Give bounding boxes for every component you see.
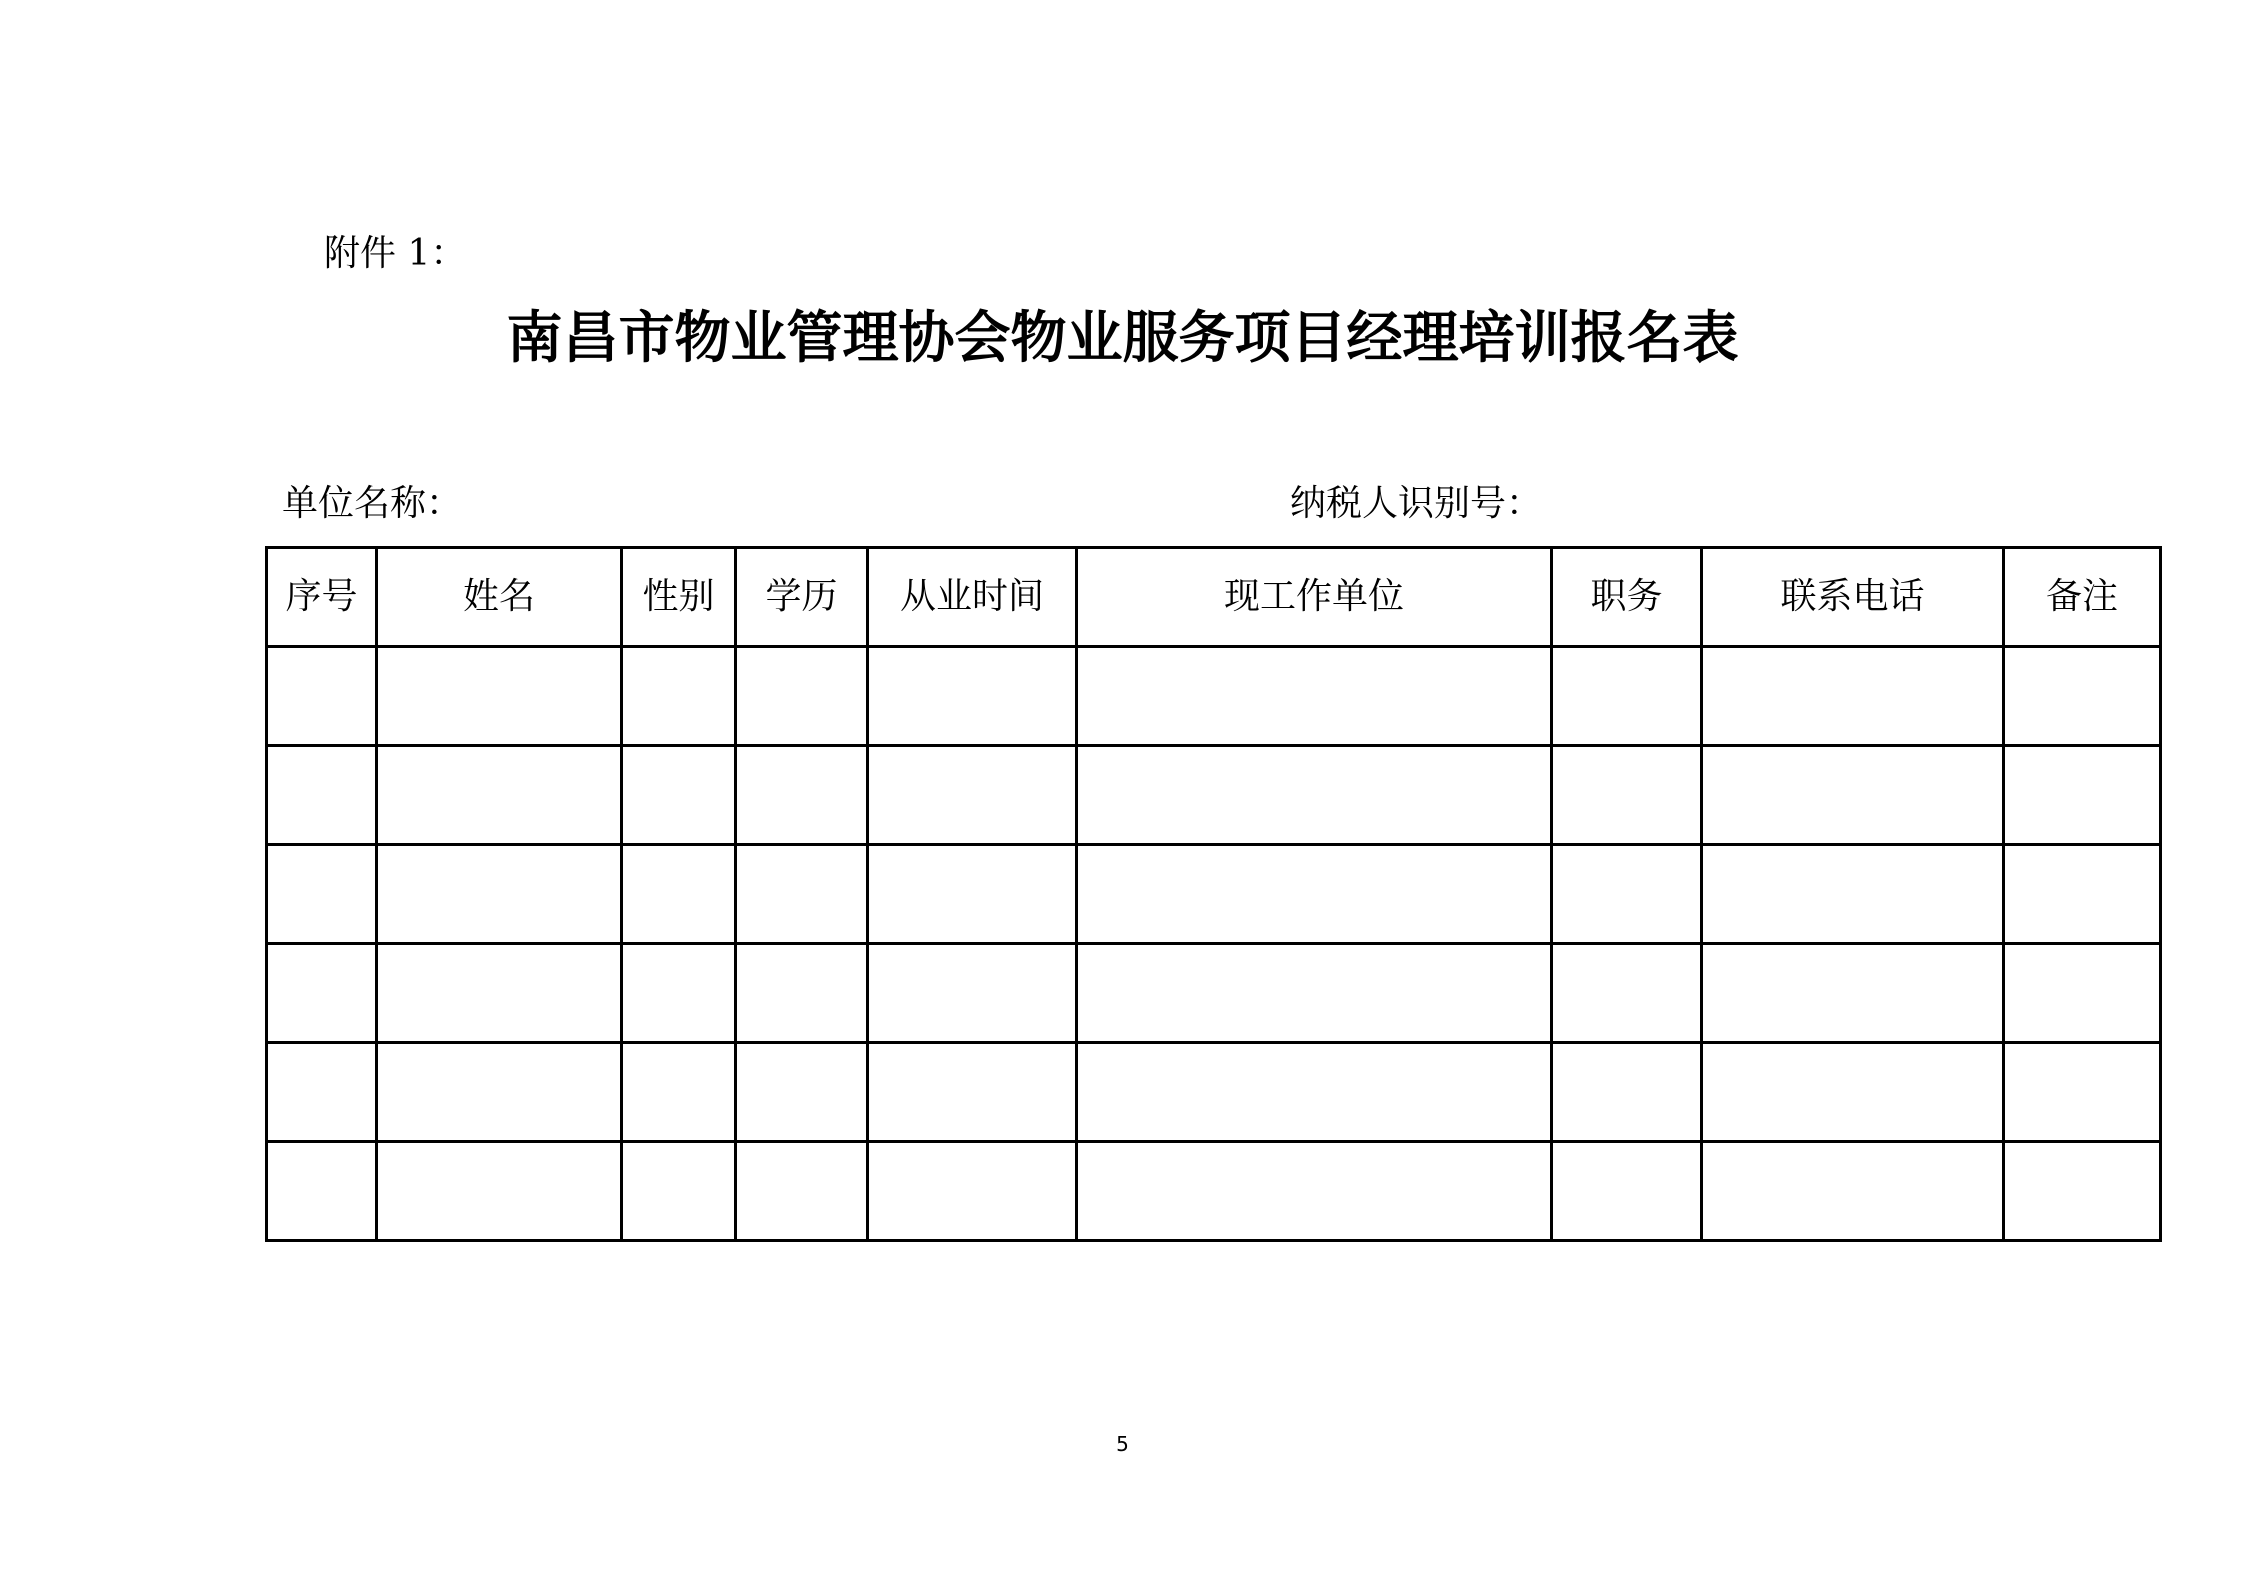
table-cell [2004,944,2161,1043]
table-cell [1552,746,1702,845]
page-title: 南昌市物业管理协会物业服务项目经理培训报名表 [506,305,1739,371]
table-cell [868,944,1077,1043]
header-phone: 联系电话 [1702,548,2004,647]
table-row [267,845,2161,944]
table-cell [868,647,1077,746]
taxpayer-id-label: 纳税人识别号： [1290,483,1543,524]
table-cell [1702,1043,2004,1142]
attachment-label: 附件 1： [324,233,467,274]
table-cell [1702,944,2004,1043]
table-cell [377,1142,622,1241]
table-cell [1552,647,1702,746]
table-cell [736,944,868,1043]
table-cell [377,1043,622,1142]
table-cell [1077,1142,1552,1241]
header-years-in-industry: 从业时间 [868,548,1077,647]
header-serial-number: 序号 [267,548,377,647]
header-education: 学历 [736,548,868,647]
table-cell [267,944,377,1043]
page-number: 5 [1116,1432,1129,1456]
table-cell [377,845,622,944]
table-cell [2004,1043,2161,1142]
table-cell [622,1142,736,1241]
table-cell [1077,746,1552,845]
table-cell [267,845,377,944]
table-cell [377,746,622,845]
table-cell [1077,944,1552,1043]
table-cell [267,1043,377,1142]
table-cell [1077,845,1552,944]
table-cell [1702,845,2004,944]
table-row [267,1043,2161,1142]
table-cell [622,845,736,944]
table-cell [622,647,736,746]
table-cell [1077,1043,1552,1142]
table-cell [267,746,377,845]
table-cell [2004,1142,2161,1241]
table-row [267,1142,2161,1241]
table-cell [1552,944,1702,1043]
table-cell [622,1043,736,1142]
unit-name-label: 单位名称： [282,483,463,524]
table-cell [868,845,1077,944]
header-name: 姓名 [377,548,622,647]
table-cell [1077,647,1552,746]
table-row [267,647,2161,746]
table-cell [736,845,868,944]
table-cell [868,746,1077,845]
table-cell [377,944,622,1043]
header-current-employer: 现工作单位 [1077,548,1552,647]
table-cell [2004,746,2161,845]
table-cell [736,1043,868,1142]
table-cell [1552,1043,1702,1142]
registration-table [265,546,2162,1242]
table-cell [1702,746,2004,845]
table-cell [2004,647,2161,746]
header-gender: 性别 [622,548,736,647]
table-cell [267,1142,377,1241]
table-header-row [267,548,2161,647]
table-row [267,944,2161,1043]
table-cell [622,746,736,845]
table-cell [868,1043,1077,1142]
table-cell [2004,845,2161,944]
table-cell [1552,1142,1702,1241]
header-remarks: 备注 [2004,548,2161,647]
table-cell [1702,1142,2004,1241]
table-cell [868,1142,1077,1241]
table-cell [622,944,736,1043]
table-cell [736,647,868,746]
table-cell [377,647,622,746]
table-cell [736,746,868,845]
table-row [267,746,2161,845]
table-cell [1702,647,2004,746]
table-cell [736,1142,868,1241]
table-cell [267,647,377,746]
table-cell [1552,845,1702,944]
header-position: 职务 [1552,548,1702,647]
